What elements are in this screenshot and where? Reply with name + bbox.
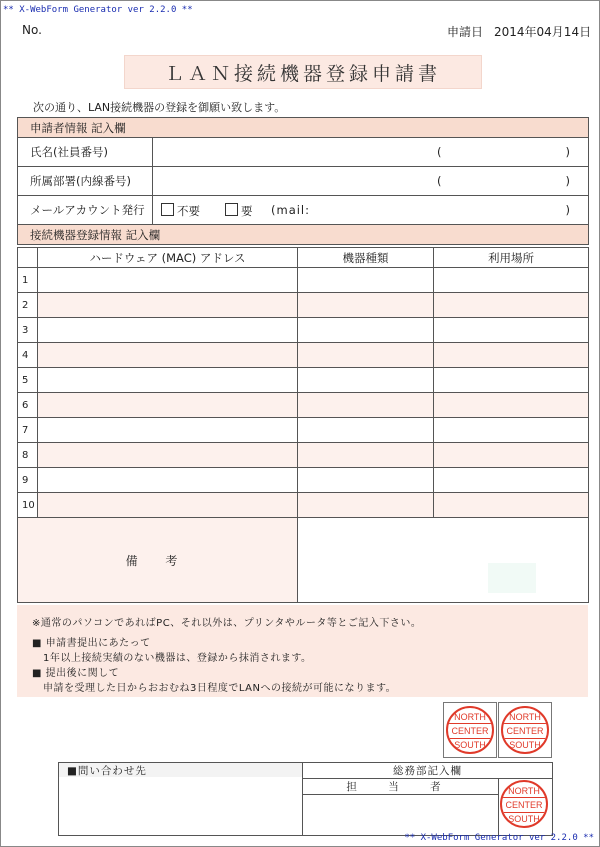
- application-date-value[interactable]: 2014年04月14日: [494, 25, 592, 39]
- mail-address-paren-close: ): [565, 203, 570, 217]
- seal-text-middle: CENTER: [503, 723, 547, 739]
- mac-address-cell[interactable]: [38, 393, 298, 418]
- instructions-box: [17, 605, 588, 697]
- seal-text-top: NORTH: [454, 712, 486, 722]
- device-row: [18, 343, 589, 368]
- intro-text: 次の通り、LAN接続機器の登録を御願い致します。: [33, 101, 286, 114]
- mac-address-cell[interactable]: [38, 443, 298, 468]
- approval-seal-icon: [501, 706, 549, 754]
- application-date-label: 申請日: [447, 25, 484, 39]
- device-row: [18, 318, 589, 343]
- device-row: [18, 443, 589, 468]
- department-field[interactable]: [153, 167, 589, 196]
- row-number: 6: [18, 393, 38, 418]
- row-number: 8: [18, 443, 38, 468]
- row-number-header: [18, 248, 38, 268]
- usage-location-cell[interactable]: [434, 468, 589, 493]
- usage-location-cell[interactable]: [434, 368, 589, 393]
- mac-address-cell[interactable]: [38, 468, 298, 493]
- name-label: 氏名(社員番号): [18, 138, 153, 167]
- submission-heading: ■ 申請書提出にあたって: [32, 638, 151, 649]
- usage-location-cell[interactable]: [434, 293, 589, 318]
- row-number: 2: [18, 293, 38, 318]
- approval-stamp-box-2: [498, 702, 552, 758]
- mail-address-prefix: (mail:: [271, 203, 311, 217]
- notes-mark: [488, 563, 536, 593]
- usage-location-cell[interactable]: [434, 318, 589, 343]
- devices-table: [17, 247, 589, 603]
- approval-stamp-box-3: [498, 777, 552, 833]
- applicant-section-title: 申請者情報 記入欄: [18, 118, 589, 138]
- generator-tag-top: ** X-WebForm Generator ver 2.2.0 **: [3, 5, 193, 15]
- extension-paren-open: (: [437, 174, 442, 188]
- generator-tag-bottom: ** X-WebForm Generator ver 2.2.0 **: [404, 833, 594, 843]
- approval-seal-icon: [500, 780, 548, 828]
- mac-address-cell[interactable]: [38, 268, 298, 293]
- device-row: [18, 468, 589, 493]
- after-submission-heading: ■ 提出後に関して: [32, 668, 120, 679]
- extension-paren-close: ): [565, 174, 570, 188]
- notes-row: [18, 518, 589, 603]
- form-title: ＬＡＮ接続機器登録申請書: [124, 55, 482, 89]
- device-type-cell[interactable]: [298, 293, 434, 318]
- contact-section: [58, 762, 553, 836]
- employee-id-paren-close: ): [565, 145, 570, 159]
- device-row: [18, 368, 589, 393]
- mail-not-needed-option[interactable]: [161, 203, 200, 219]
- device-type-cell[interactable]: [298, 318, 434, 343]
- employee-id-paren-open: (: [437, 145, 442, 159]
- row-number: 9: [18, 468, 38, 493]
- notes-label: 備 考: [18, 518, 298, 603]
- seal-text-top: NORTH: [508, 786, 540, 796]
- seal-text-bottom: SOUTH: [509, 740, 541, 750]
- device-type-cell[interactable]: [298, 443, 434, 468]
- department-label: 所属部署(内線番号): [18, 167, 153, 196]
- device-row: [18, 293, 589, 318]
- general-affairs-label: 総務部記入欄: [303, 763, 553, 779]
- notes-field[interactable]: [298, 518, 589, 603]
- device-type-cell[interactable]: [298, 368, 434, 393]
- usage-location-cell[interactable]: [434, 343, 589, 368]
- checkbox-icon[interactable]: [161, 203, 174, 216]
- person-in-charge-label: 担 当 者: [303, 779, 499, 795]
- device-type-cell[interactable]: [298, 343, 434, 368]
- devices-section-title: 接続機器登録情報 記入欄: [18, 225, 589, 245]
- device-row: [18, 268, 589, 293]
- mac-address-cell[interactable]: [38, 343, 298, 368]
- document-number-label: No.: [22, 23, 42, 37]
- row-number: 7: [18, 418, 38, 443]
- name-field[interactable]: [153, 138, 589, 167]
- after-submission-note: 申請を受理した日からおおむね3日程度でLANへの接続が可能になります。: [43, 683, 397, 694]
- inquiry-cell: [59, 763, 303, 836]
- row-number: 4: [18, 343, 38, 368]
- row-number: 3: [18, 318, 38, 343]
- mail-needed-label: 要: [241, 204, 253, 218]
- approval-seal-icon: [446, 706, 494, 754]
- seal-text-bottom: SOUTH: [454, 740, 486, 750]
- person-in-charge-field[interactable]: [303, 795, 499, 836]
- approval-stamp-box-1: [443, 702, 497, 758]
- mail-account-field: [153, 196, 589, 225]
- mac-address-header: ハードウェア (MAC) アドレス: [38, 248, 298, 268]
- mail-account-label: メールアカウント発行: [18, 196, 153, 225]
- device-type-cell[interactable]: [298, 493, 434, 518]
- seal-text-bottom: SOUTH: [508, 814, 540, 824]
- device-row: [18, 393, 589, 418]
- instruction-note: ※通常のパソコンであればPC、それ以外は、プリンタやルータ等とご記入下さい。: [32, 618, 422, 629]
- mac-address-cell[interactable]: [38, 418, 298, 443]
- device-type-header: 機器種類: [298, 248, 434, 268]
- usage-location-cell[interactable]: [434, 268, 589, 293]
- row-number: 1: [18, 268, 38, 293]
- usage-location-header: 利用場所: [434, 248, 589, 268]
- usage-location-cell[interactable]: [434, 418, 589, 443]
- mail-needed-option[interactable]: [225, 203, 253, 219]
- row-number: 10: [18, 493, 38, 518]
- seal-text-top: NORTH: [509, 712, 541, 722]
- seal-text-middle: CENTER: [502, 797, 546, 813]
- device-type-cell[interactable]: [298, 393, 434, 418]
- inquiry-label: ■問い合わせ先: [59, 763, 302, 777]
- seal-text-middle: CENTER: [448, 723, 492, 739]
- mail-not-needed-label: 不要: [177, 204, 200, 218]
- checkbox-icon[interactable]: [225, 203, 238, 216]
- mac-address-cell[interactable]: [38, 318, 298, 343]
- usage-location-cell[interactable]: [434, 393, 589, 418]
- row-number: 5: [18, 368, 38, 393]
- mac-address-cell[interactable]: [38, 293, 298, 318]
- device-row: [18, 418, 589, 443]
- applicant-section: [17, 117, 589, 245]
- device-row: [18, 493, 589, 518]
- usage-location-cell[interactable]: [434, 493, 589, 518]
- device-type-cell[interactable]: [298, 468, 434, 493]
- mac-address-cell[interactable]: [38, 493, 298, 518]
- device-type-cell[interactable]: [298, 268, 434, 293]
- submission-note: 1年以上接続実績のない機器は、登録から抹消されます。: [43, 653, 312, 664]
- mac-address-cell[interactable]: [38, 368, 298, 393]
- device-type-cell[interactable]: [298, 418, 434, 443]
- usage-location-cell[interactable]: [434, 443, 589, 468]
